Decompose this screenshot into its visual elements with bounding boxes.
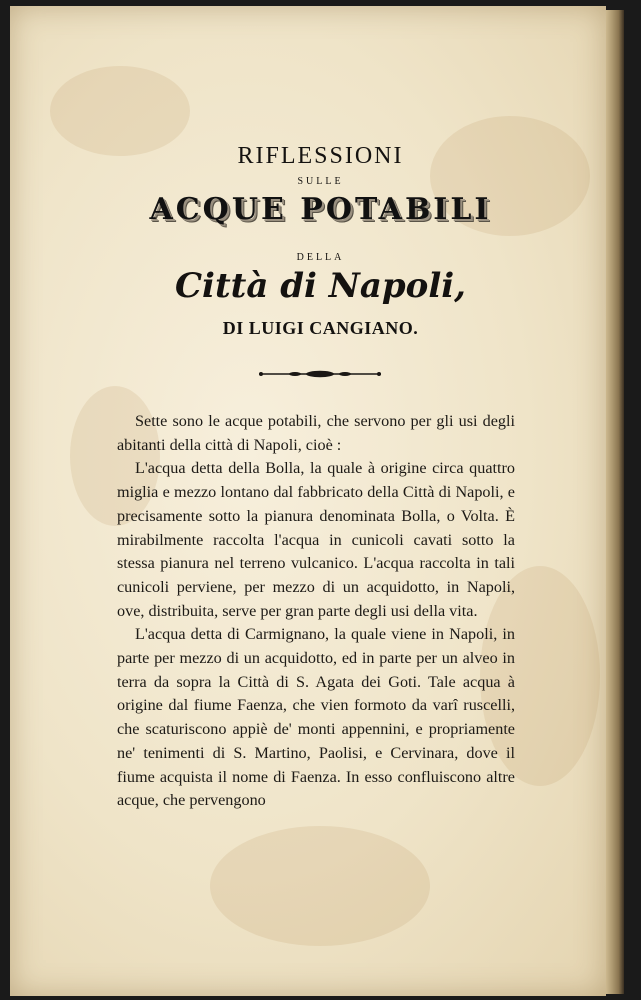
title-line-5: Città di Napoli, [174,266,466,306]
ornament-divider-icon [255,368,385,380]
author-line: DI LUIGI CANGIANO. [222,318,419,338]
title-line-1: RIFLESSIONI [237,143,404,169]
title-line-3: ACQUE POTABILI [149,192,492,227]
paragraph-3: L'acqua detta di Carmignano, la quale viene in Napoli, in parte per mezzo di un acquidotto, ed in parte per un alveo in terra da sopra la Città di S. Agata dei Goti. Tale acqua à origine dal fiume Faenza, che vien formoto da varî ruscelli, che scaturiscono appiè de' monti appennini, e propriamente ne' tenimenti di S. Martino, Paolisi, e Cervinara, dove il fiume acquista il nome di Faenza. In esso confluiscono altre acque, che pervengono [117,625,515,810]
paragraph-2: L'acqua detta della Bolla, la quale à origine circa quattro miglia e mezzo lontano dal fabbricato della Città di Napoli, e precisamente sotto la pianura denominata Bolla, o Volta. È mirabilmente raccolta l'acqua in cunicoli cavati sotto la stessa pianura nel terreno vulcanico. L'acqua raccolta in tali cunicoli perviene, per mezzo di un acquidotto, in Napoli, ove, distribuita, serve per gran parte degli usi della vita. [117,459,515,620]
title-line-2: SULLE [297,176,344,187]
paragraph-1: Sette sono le acque potabili, che servono per gli usi degli abitanti della città di Napoli, cioè : [117,412,515,454]
title-line-4: DELLA [296,252,345,263]
body-text [117,410,515,813]
